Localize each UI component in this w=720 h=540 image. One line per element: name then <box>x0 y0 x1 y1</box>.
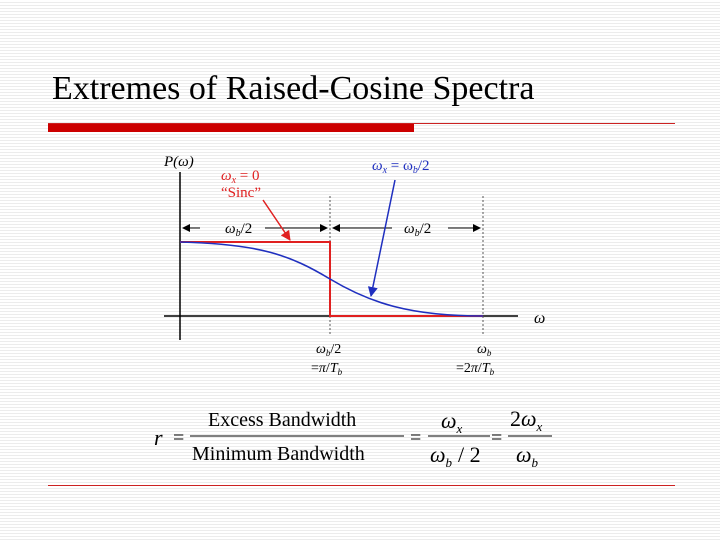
span-left-label: $\omega_b/2$ <box>225 221 253 239</box>
eq-equals-3: = <box>491 427 503 449</box>
full-rolloff-label: $\omega_x = \omega_b/2$ <box>372 158 430 176</box>
y-axis-label: P(ω) <box>164 154 194 170</box>
eq-frac3-numerator: $2\omega_x$ <box>510 406 543 434</box>
eq-frac3-denominator: $\omega_b$ <box>516 442 539 470</box>
sinc-pointer-arrow <box>263 200 290 240</box>
x-axis-label: ω <box>534 310 546 327</box>
eq-frac1-numerator: Excess Bandwidth <box>208 409 357 431</box>
raised-cosine-curve <box>180 242 483 316</box>
eq-frac2-numerator: $\omega_x$ <box>441 408 463 436</box>
sinc-rolloff-label: $\omega_x = 0$ <box>221 168 260 186</box>
eq-frac1-denominator: Minimum Bandwidth <box>192 443 365 465</box>
tick-full-bandwidth-line2: $=2\pi/T_b$ <box>456 361 495 377</box>
tick-full-bandwidth-line1: $\omega_b$ <box>477 342 492 358</box>
sinc-name-label: “Sinc” <box>221 185 261 201</box>
tick-half-bandwidth-line1: $\omega_b/2$ <box>316 342 342 358</box>
slide-title: Extremes of Raised-Cosine Spectra <box>52 70 535 107</box>
eq-lhs: r <box>154 425 163 450</box>
eq-frac2-denominator: $\omega_b / 2$ <box>430 442 481 470</box>
rolloff-equation <box>154 406 552 470</box>
raised-cosine-pointer-arrow <box>371 180 395 296</box>
tick-half-bandwidth-line2: $=\pi/T_b$ <box>311 361 343 377</box>
eq-equals-2: = <box>410 427 422 449</box>
span-right-label: $\omega_b/2$ <box>404 221 432 239</box>
eq-equals-1: = <box>173 427 185 449</box>
